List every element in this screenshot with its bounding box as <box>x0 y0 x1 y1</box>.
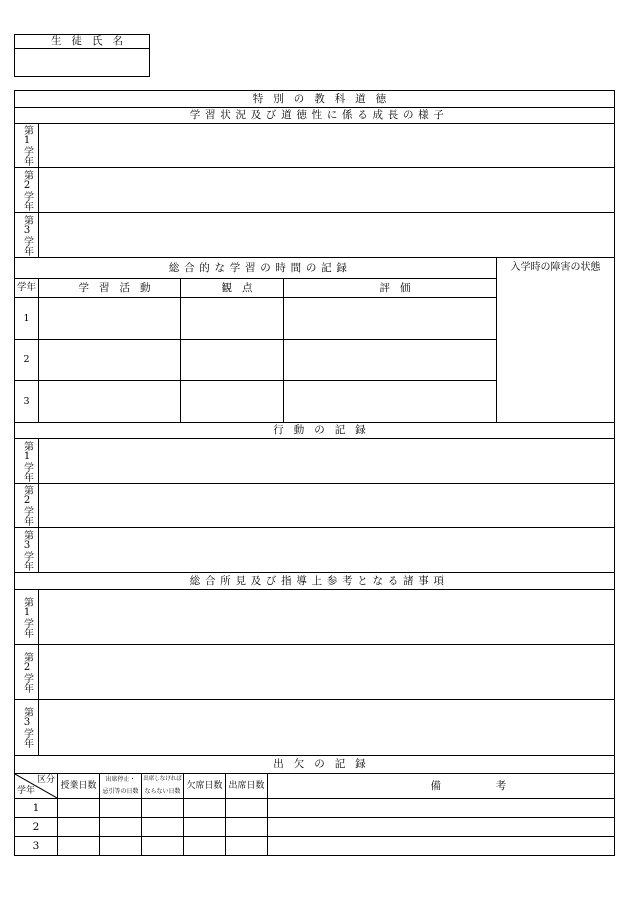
attendance-corner-bottom: 学年 <box>16 786 35 796</box>
attendance-suspension-field-1[interactable] <box>100 799 141 817</box>
integrated-viewpoint-field-3[interactable] <box>181 381 283 422</box>
attendance-required-header-1: 出席しなければ <box>143 776 182 783</box>
attendance-required-header-2: ならない日数 <box>144 788 181 795</box>
disability-title: 入学時の障害の状態 <box>510 262 601 273</box>
moral-grade-label-2: 第2学年 <box>21 169 33 211</box>
attendance-grade-2: 2 <box>32 820 40 833</box>
moral-grade-label-3: 第3学年 <box>21 214 33 256</box>
remarks-grade-label-1: 第1学年 <box>21 596 33 638</box>
integrated-evaluation-header: 評価 <box>379 281 421 294</box>
disability-field[interactable] <box>497 279 614 422</box>
attendance-title: 出欠の記録 <box>273 758 376 771</box>
moral-field-1[interactable] <box>39 124 614 167</box>
integrated-grade-1: 1 <box>23 312 30 324</box>
attendance-present-field-1[interactable] <box>226 799 267 817</box>
integrated-grade-2: 2 <box>23 354 30 366</box>
integrated-evaluation-field-2[interactable] <box>284 340 496 380</box>
remarks-field-3[interactable] <box>39 700 614 755</box>
integrated-activity-field-3[interactable] <box>39 381 180 422</box>
integrated-grade-header: 学年 <box>16 282 36 294</box>
attendance-required-field-2[interactable] <box>142 818 183 836</box>
attendance-notes-header: 備考 <box>430 779 561 792</box>
integrated-grade-3: 3 <box>23 395 30 407</box>
integrated-activity-field-2[interactable] <box>39 340 180 380</box>
behavior-field-2[interactable] <box>39 484 614 527</box>
attendance-present-field-2[interactable] <box>226 818 267 836</box>
integrated-title: 総合的な学習の時間の記録 <box>168 261 352 274</box>
attendance-suspension-field-2[interactable] <box>100 818 141 836</box>
remarks-grade-label-2: 第2学年 <box>21 651 33 693</box>
moral-subtitle: 学習状況及び道徳性に係る成長の様子 <box>189 108 449 121</box>
moral-title: 特別の教科道徳 <box>252 92 397 105</box>
attendance-present-header: 出席日数 <box>228 780 265 791</box>
remarks-title: 総合所見及び指導上参考となる諸事項 <box>189 574 449 587</box>
attendance-grade-1: 1 <box>32 801 40 814</box>
attendance-class-days-field-1[interactable] <box>58 799 99 817</box>
remarks-grade-label-3: 第3学年 <box>21 707 33 748</box>
attendance-suspension-header-1: 出席停止・ <box>105 776 136 783</box>
behavior-field-1[interactable] <box>39 439 614 483</box>
moral-field-2[interactable] <box>39 168 614 212</box>
integrated-activity-field-1[interactable] <box>39 298 180 339</box>
attendance-corner-top: 区分 <box>36 775 55 785</box>
attendance-class-days-header: 授業日数 <box>60 780 97 791</box>
attendance-suspension-header-2: 忌引等の日数 <box>102 788 139 795</box>
remarks-field-2[interactable] <box>39 645 614 699</box>
behavior-field-3[interactable] <box>39 528 614 572</box>
attendance-class-days-field-2[interactable] <box>58 818 99 836</box>
remarks-field-1[interactable] <box>39 590 614 644</box>
integrated-evaluation-field-1[interactable] <box>284 298 496 339</box>
moral-grade-label-1: 第1学年 <box>21 125 33 166</box>
attendance-required-field-1[interactable] <box>142 799 183 817</box>
attendance-grade-3: 3 <box>32 839 40 852</box>
student-name-field[interactable] <box>15 49 149 76</box>
student-name-label: 生徒氏名 <box>51 35 133 48</box>
attendance-absent-field-2[interactable] <box>184 818 225 836</box>
attendance-class-days-field-3[interactable] <box>58 837 99 855</box>
integrated-evaluation-field-3[interactable] <box>284 381 496 422</box>
attendance-suspension-field-3[interactable] <box>100 837 141 855</box>
moral-field-3[interactable] <box>39 213 614 257</box>
integrated-activity-header: 学習活動 <box>78 281 161 294</box>
attendance-notes-field-2[interactable] <box>268 818 614 836</box>
behavior-grade-label-1: 第1学年 <box>21 440 33 482</box>
integrated-viewpoint-field-2[interactable] <box>181 340 283 380</box>
attendance-absent-field-1[interactable] <box>184 799 225 817</box>
integrated-viewpoint-field-1[interactable] <box>181 298 283 339</box>
integrated-viewpoint-header: 観点 <box>221 281 263 294</box>
behavior-grade-label-3: 第3学年 <box>21 529 33 571</box>
attendance-present-field-3[interactable] <box>226 837 267 855</box>
attendance-notes-field-1[interactable] <box>268 799 614 817</box>
behavior-grade-label-2: 第2学年 <box>21 485 33 526</box>
attendance-notes-field-3[interactable] <box>268 837 614 855</box>
attendance-absent-field-3[interactable] <box>184 837 225 855</box>
attendance-absent-header: 欠席日数 <box>186 780 223 791</box>
attendance-required-field-3[interactable] <box>142 837 183 855</box>
behavior-title: 行動の記録 <box>273 424 376 437</box>
